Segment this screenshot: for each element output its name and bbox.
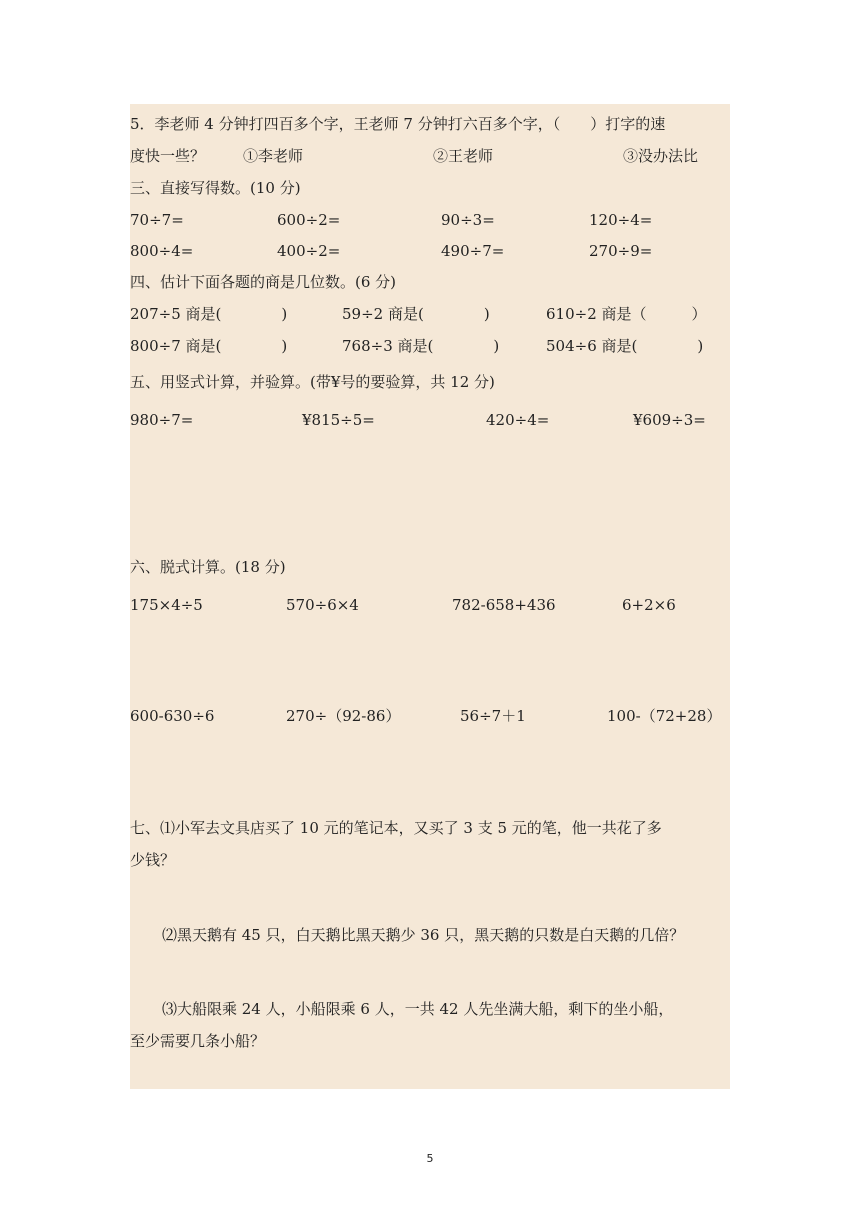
s5-item: ¥815÷5= <box>302 411 375 429</box>
s3-item: 800÷4= <box>130 242 194 260</box>
s6-item: 175×4÷5 <box>130 596 203 614</box>
s4-item: 610÷2 商是（ ） <box>546 305 707 323</box>
s3-item: 70÷7= <box>130 211 184 229</box>
s7-problem3-line1: ⑶大船限乘 24 人，小船限乘 6 人，一共 42 人先坐满大船，剩下的坐小船， <box>162 1000 674 1018</box>
s6-item: 600-630÷6 <box>130 707 215 725</box>
s4-item: 504÷6 商是( ) <box>546 337 704 355</box>
s4-item: 768÷3 商是( ) <box>342 337 500 355</box>
q5-option-b: ②王老师 <box>433 147 494 165</box>
s4-item: 800÷7 商是( ) <box>130 337 288 355</box>
s6-item: 570÷6×4 <box>286 596 359 614</box>
s6-item: 782-658+436 <box>452 596 556 614</box>
s4-item: 59÷2 商是( ) <box>342 305 490 323</box>
q5-option-a: ①李老师 <box>243 147 304 165</box>
s7-problem1-line2: 少钱？ <box>130 851 176 869</box>
section5-title: 五、用竖式计算，并验算。(带¥号的要验算，共 12 分) <box>130 373 495 391</box>
s6-item: 6+2×6 <box>622 596 676 614</box>
s5-item: ¥609÷3= <box>633 411 706 429</box>
s3-item: 600÷2= <box>277 211 341 229</box>
s3-item: 400÷2= <box>277 242 341 260</box>
section6-title: 六、脱式计算。(18 分) <box>130 558 286 576</box>
s3-item: 120÷4= <box>589 211 653 229</box>
q5-line2: 度快一些？ <box>130 147 206 165</box>
q5-line1: 5．李老师 4 分钟打四百多个字，王老师 7 分钟打六百多个字，（ ）打字的速 <box>130 115 666 133</box>
s3-item: 270÷9= <box>589 242 653 260</box>
s6-item: 270÷（92-86） <box>286 707 401 725</box>
s4-item: 207÷5 商是( ) <box>130 305 288 323</box>
q5-option-c: ③没办法比 <box>623 147 699 165</box>
s3-item: 490÷7= <box>441 242 505 260</box>
s7-problem1-line1: 七、⑴小军去文具店买了 10 元的笔记本，又买了 3 支 5 元的笔，他一共花了多 <box>130 819 662 837</box>
s6-item: 56÷7＋1 <box>460 707 526 725</box>
s7-problem3-line2: 至少需要几条小船？ <box>130 1032 266 1050</box>
s3-item: 90÷3= <box>441 211 495 229</box>
s6-item: 100-（72+28） <box>607 707 722 725</box>
section4-title: 四、估计下面各题的商是几位数。(6 分) <box>130 273 397 291</box>
section3-title: 三、直接写得数。(10 分) <box>130 179 301 197</box>
s5-item: 420÷4= <box>486 411 550 429</box>
s5-item: 980÷7= <box>130 411 194 429</box>
s7-problem2: ⑵黑天鹅有 45 只，白天鹅比黑天鹅少 36 只，黑天鹅的只数是白天鹅的几倍？ <box>162 926 685 944</box>
page-number: 5 <box>426 1152 434 1165</box>
